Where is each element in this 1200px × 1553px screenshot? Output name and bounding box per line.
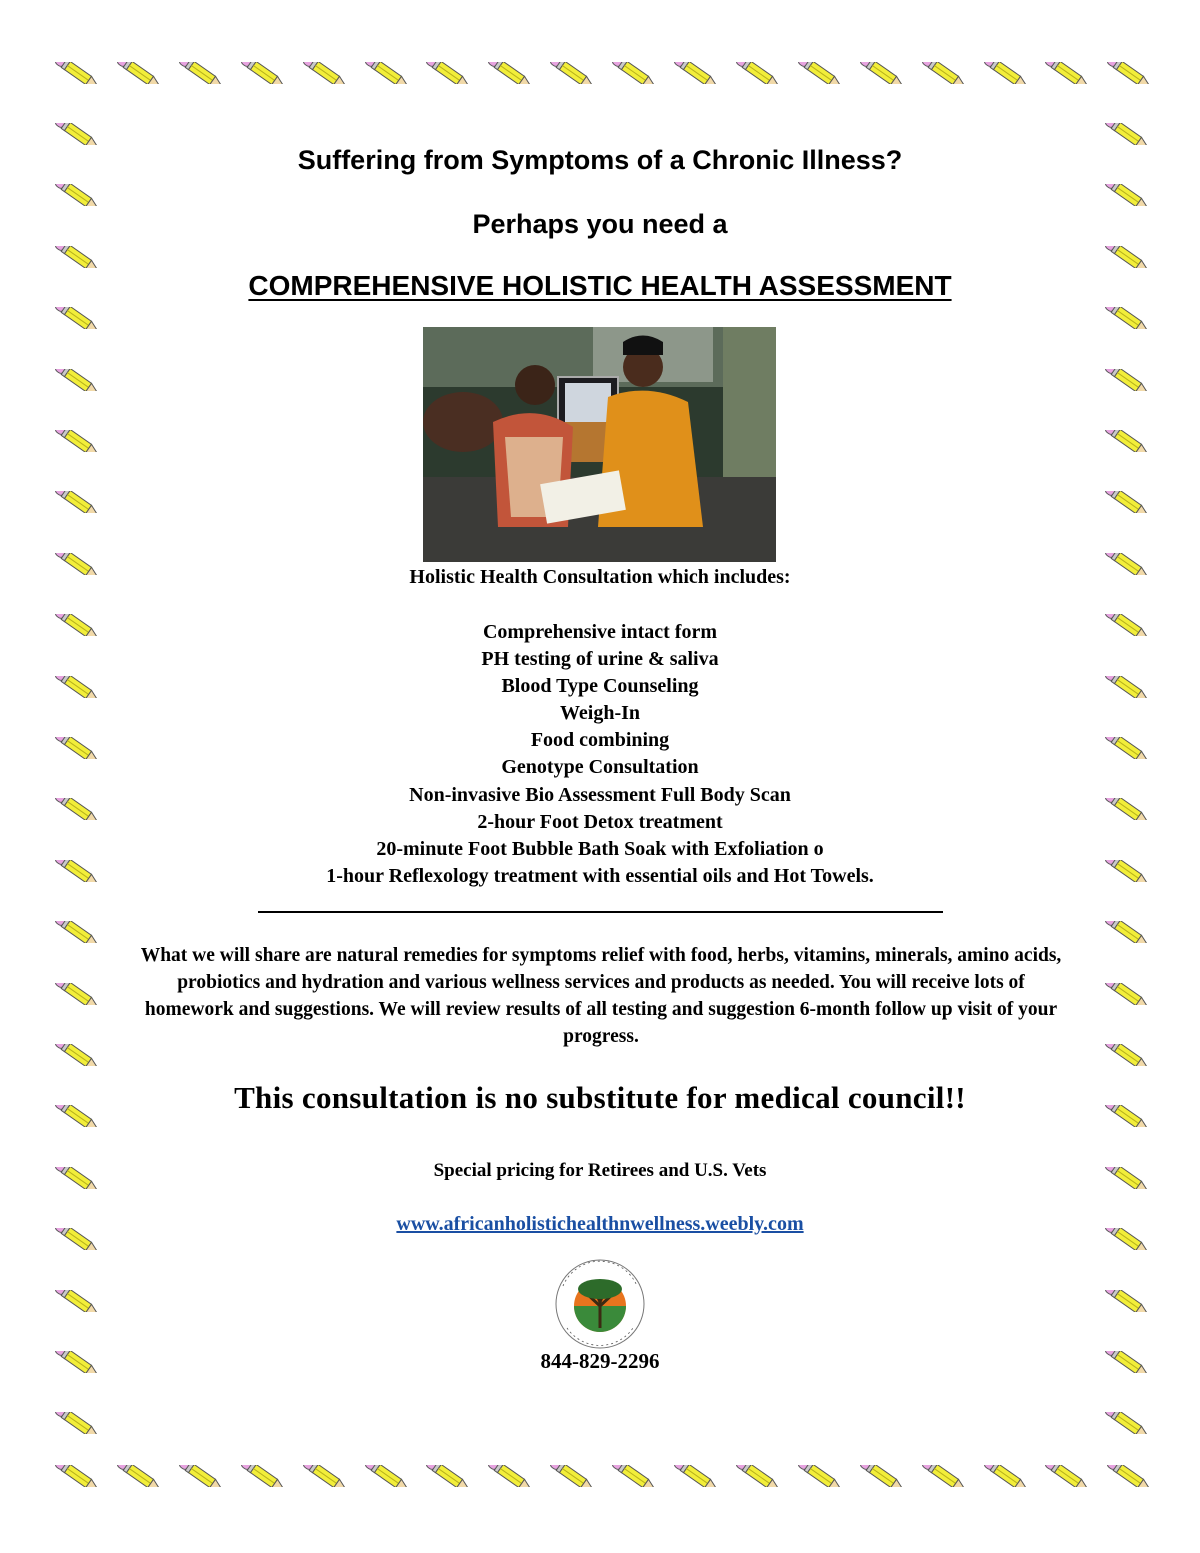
pencil-icon (48, 246, 108, 268)
website-link[interactable]: www.africanholistichealthnwellness.weebly.com (396, 1213, 804, 1235)
pencil-icon (853, 62, 913, 84)
pencil-icon (48, 430, 108, 452)
pencil-icon (419, 62, 479, 84)
description-paragraph: What we will share are natural remedies for symptoms relief with food, herbs, vitamins, minerals, amino acids, probiotics and hydration and various wellness services and products as needed. You will receive lots of homework and suggestions. We will review results of all testing and suggestion 6-month follow up visit of your progress. (140, 945, 1062, 1047)
pencil-icon (48, 1044, 108, 1066)
service-item: 1-hour Reflexology treatment with essential oils and Hot Towels. (326, 864, 874, 887)
pencil-icon (605, 1465, 665, 1487)
pencil-icon (543, 1465, 603, 1487)
service-item: 2-hour Foot Detox treatment (477, 810, 723, 833)
pencil-icon (481, 1465, 541, 1487)
pencil-icon (48, 921, 108, 943)
pencil-icon (729, 1465, 789, 1487)
pencil-icon (296, 62, 356, 84)
pencil-icon (1098, 123, 1158, 145)
pencil-icon (48, 123, 108, 145)
pencil-icon (481, 62, 541, 84)
service-item: Blood Type Counseling (501, 675, 699, 698)
pencil-icon (1098, 184, 1158, 206)
pencil-icon (1098, 430, 1158, 452)
service-item: Non-invasive Bio Assessment Full Body Scan (409, 783, 791, 806)
phone-number: 844-829-2296 (540, 1349, 660, 1373)
pencil-icon (110, 62, 170, 84)
pencil-icon (915, 62, 975, 84)
pencil-icon (729, 62, 789, 84)
pencil-icon (48, 1465, 108, 1487)
pencil-icon (1038, 1465, 1098, 1487)
services-list (0, 619, 1200, 890)
pencil-icon (358, 62, 418, 84)
pencil-icon (358, 1465, 418, 1487)
pencil-icon (48, 1412, 108, 1434)
pencil-icon (234, 62, 294, 84)
pencil-icon (1098, 1044, 1158, 1066)
pencil-icon (48, 491, 108, 513)
pencil-icon (1098, 1412, 1158, 1434)
pencil-icon (172, 1465, 232, 1487)
pencil-icon (667, 62, 727, 84)
pencil-icon (48, 62, 108, 84)
pencil-icon (48, 307, 108, 329)
includes-heading: Holistic Health Consultation which includes: (409, 566, 791, 588)
pencil-icon (48, 184, 108, 206)
pencil-icon (1098, 921, 1158, 943)
pencil-icon (296, 1465, 356, 1487)
pencil-icon (543, 62, 603, 84)
pencil-icon (1098, 246, 1158, 268)
headline-intro: Perhaps you need a (472, 209, 728, 239)
medical-disclaimer: This consultation is no substitute for medical council!! (234, 1080, 966, 1115)
consultation-photo (423, 327, 776, 562)
service-item: Food combining (530, 729, 670, 752)
service-item: Weigh-In (559, 702, 641, 725)
pencil-icon (1100, 62, 1160, 84)
pencil-icon (853, 1465, 913, 1487)
organization-logo (545, 1256, 655, 1352)
pencil-icon (110, 1465, 170, 1487)
pencil-icon (48, 983, 108, 1005)
pencil-icon (791, 62, 851, 84)
headline-assessment-title: COMPREHENSIVE HOLISTIC HEALTH ASSESSMENT (248, 270, 952, 301)
headline-question: Suffering from Symptoms of a Chronic Illness? (297, 145, 903, 175)
service-item: 20-minute Foot Bubble Bath Soak with Exfoliation o (376, 837, 824, 860)
pencil-icon (1098, 1290, 1158, 1312)
pencil-icon (605, 62, 665, 84)
pencil-icon (48, 369, 108, 391)
pencil-icon (1098, 307, 1158, 329)
pencil-icon (667, 1465, 727, 1487)
pencil-icon (419, 1465, 479, 1487)
pencil-icon (172, 62, 232, 84)
pencil-icon (234, 1465, 294, 1487)
pencil-icon (48, 1290, 108, 1312)
special-pricing: Special pricing for Retirees and U.S. Vets (433, 1160, 767, 1181)
service-item: Comprehensive intact form (482, 621, 718, 643)
pencil-icon (1038, 62, 1098, 84)
pencil-icon (977, 62, 1037, 84)
pencil-icon (977, 1465, 1037, 1487)
pencil-icon (915, 1465, 975, 1487)
pencil-icon (1100, 1465, 1160, 1487)
service-item: PH testing of urine & saliva (481, 648, 719, 671)
divider-line (258, 911, 943, 913)
pencil-icon (1098, 491, 1158, 513)
pencil-icon (1098, 369, 1158, 391)
pencil-icon (791, 1465, 851, 1487)
pencil-icon (1098, 983, 1158, 1005)
service-item: Genotype Consultation (501, 756, 699, 779)
